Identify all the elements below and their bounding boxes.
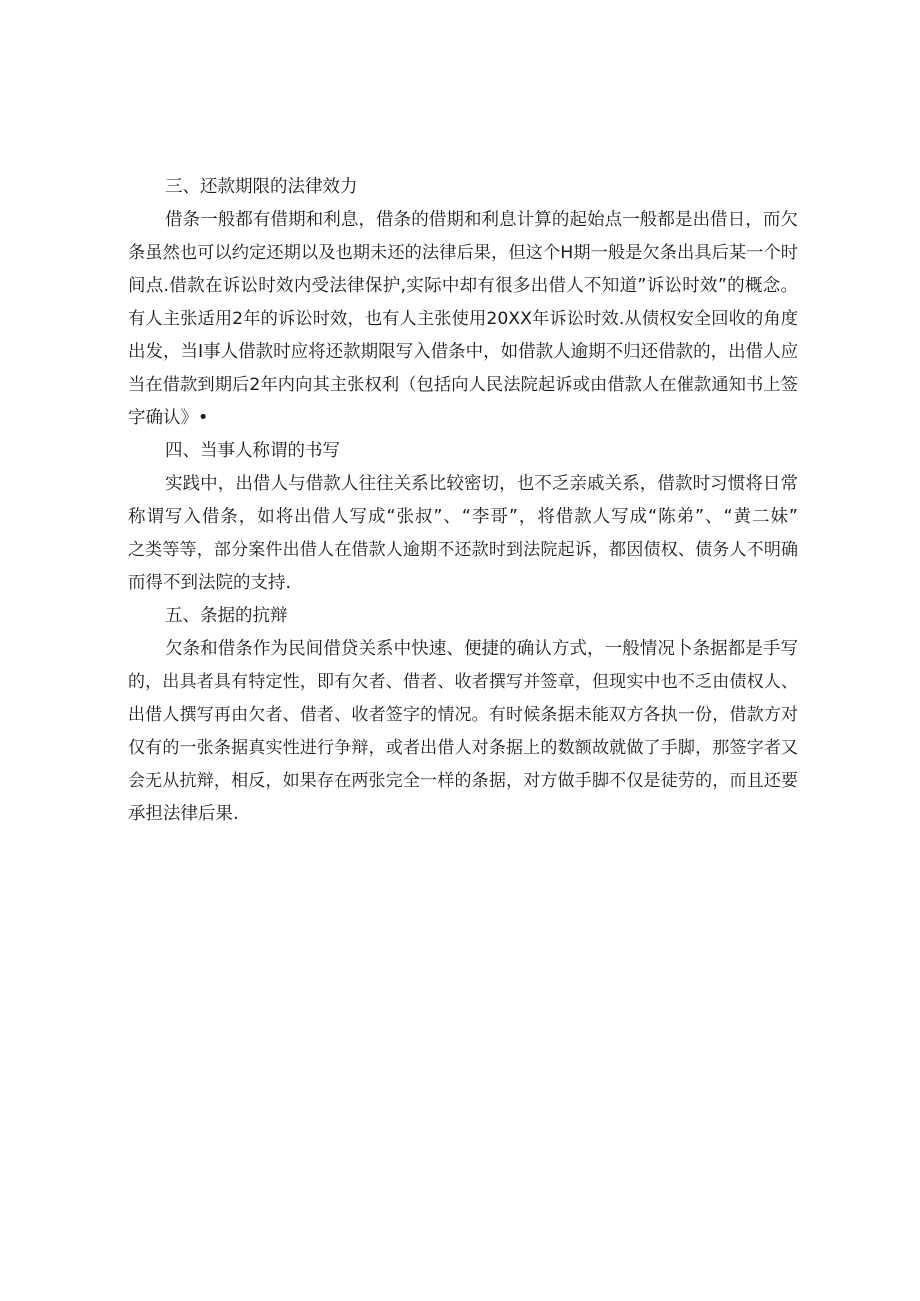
section-heading-repayment-term: 三、还款期限的法律效力 xyxy=(165,177,358,197)
paragraph-line: 出发，当I事人借款时应将还款期限写入借条中，如借款人逾期不归还借款的，出借人应 xyxy=(128,342,799,362)
paragraph-line: 称谓写入借条，如将出借人写成“张叔”、“李哥”，将借款人写成“陈弟”、“黄二妹” xyxy=(128,507,798,527)
paragraph-line: 之类等等，部分案件出借人在借款人逾期不还款时到法院起诉，都因债权、债务人不明确 xyxy=(128,540,798,560)
paragraph-line: 有人主张适用2年的诉讼时效，也有人主张使用20XX年诉讼时效.从债权安全回收的角度 xyxy=(128,309,798,329)
paragraph-line: 出借人撰写再由欠者、借者、收者签字的情况。有时候条据未能双方各执一份，借款方对 xyxy=(128,705,798,725)
document-body xyxy=(128,171,798,831)
paragraph-line: 间点.借款在诉讼时效内受法律保护,实际中却有很多出借人不知道”诉讼时效”的概念。 xyxy=(128,276,798,296)
paragraph-line: 承担法律后果. xyxy=(128,804,239,824)
paragraph-line: 欠条和借条作为民间借贷关系中快速、便捷的确认方式，一般情况卜条据都是手写 xyxy=(165,639,798,659)
paragraph-line: 当在借款到期后2年内向其主张权利（包括向人民法院起诉或由借款人在催款通知书上签 xyxy=(128,375,798,395)
section-heading-party-names: 四、当事人称谓的书写 xyxy=(165,441,340,461)
paragraph-line: 的，出具者具有特定性，即有欠者、借者、收者撰写并签章，但现实中也不乏由债权人、 xyxy=(128,672,798,692)
paragraph-line: 仅有的一张条据真实性进行争辩，或者出借人对条据上的数额故就做了手脚，那签字者又 xyxy=(128,738,798,758)
paragraph-line: 会无从抗辩，相反，如果存在两张完全一样的条据，对方做手脚不仅是徒劳的，而且还要 xyxy=(128,771,798,791)
paragraph-line: 字确认》• xyxy=(128,408,209,428)
paragraph-line: 借条一般都有借期和利息，借条的借期和利息计算的起始点一般都是出借日，而欠 xyxy=(165,210,798,230)
paragraph-line: 实践中，出借人与借款人往往关系比较密切，也不乏亲戚关系，借款时习惯将日常 xyxy=(165,474,798,494)
paragraph-line: 而得不到法院的支持. xyxy=(128,573,292,593)
paragraph-line: 条虽然也可以约定还期以及也期未还的法律后果，但这个H期一般是欠条出具后某一个时 xyxy=(128,243,798,263)
section-heading-receipt-defense: 五、条据的抗辩 xyxy=(165,606,288,626)
